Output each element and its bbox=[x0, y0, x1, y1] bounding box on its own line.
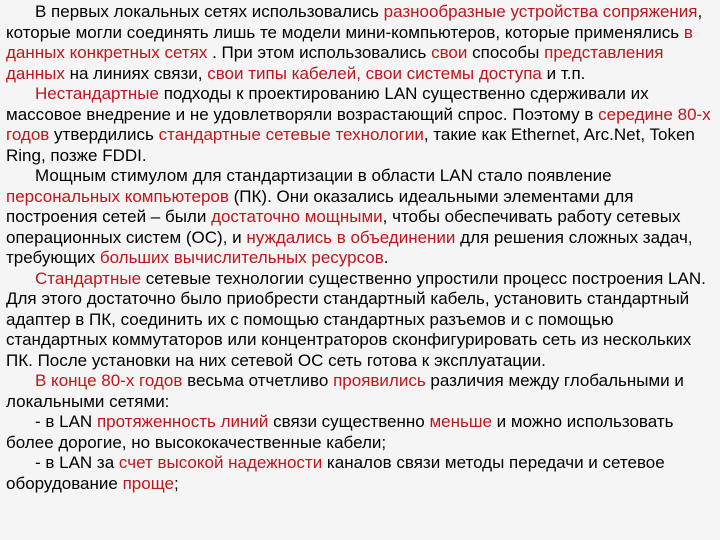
highlighted-term: проще bbox=[122, 473, 174, 493]
highlighted-term: свои bbox=[431, 43, 468, 62]
text-segment: сетевые технологии существенно упростили процесс построения LAN. Для этого достаточно было приобрести стандартный кабель, установить стандартный адаптер в ПК, соединить их с помощью стандартных разъемов и с помощью стандартных коммутаторов или концентраторов сконфигурировать сеть из нескольких ПК. После установки на них сетевой ОС сеть готова к эксплуатации. bbox=[6, 268, 706, 370]
paragraph-standard-technologies bbox=[6, 269, 714, 372]
text-segment: каналов связи методы передачи и сетевое оборудование bbox=[6, 453, 665, 493]
text-segment: . bbox=[383, 248, 389, 267]
highlighted-term: середине 80-х годов bbox=[6, 104, 711, 144]
text-segment: различия между глобальными и локальными сетями: bbox=[6, 371, 684, 411]
text-segment: В первых локальных сетях использовались bbox=[35, 2, 384, 21]
highlighted-term: свои типы кабелей, bbox=[207, 63, 361, 83]
text-segment: , чтобы обеспечивать работу сетевых операционных систем (ОС), и bbox=[6, 207, 681, 247]
highlighted-term: меньше bbox=[429, 412, 492, 431]
text-segment: на линиях связи, bbox=[64, 63, 208, 83]
text-segment: . При этом использовались bbox=[212, 43, 432, 62]
text-segment: , которые могли соединять лишь те модели мини-компьютеров, которые применялись bbox=[6, 2, 703, 42]
text-segment: ; bbox=[173, 473, 179, 493]
text-segment: подходы к проектированию LAN существенно сдерживали их массовое внедрение и не удовлетворяли возрастающий спрос. Поэтому в bbox=[6, 84, 649, 124]
list-item-line-length bbox=[6, 412, 714, 453]
highlighted-term: достаточно мощными bbox=[211, 207, 383, 226]
text-segment: способы bbox=[467, 43, 545, 62]
text-segment: для решения сложных задач, требующих bbox=[6, 227, 693, 267]
highlighted-term: свои системы доступа bbox=[365, 63, 542, 83]
text-segment: и можно использовать более дорогие, но высококачественные кабели; bbox=[6, 412, 674, 452]
text-segment: , такие как Ethernet, Arc.Net, Token Ring, позже FDDI. bbox=[6, 125, 695, 165]
highlighted-term: в данных конкретных сетях bbox=[6, 22, 693, 62]
text-segment: весьма отчетливо bbox=[182, 371, 334, 390]
highlighted-term: счет высокой надежности bbox=[118, 453, 323, 472]
highlighted-term: В конце 80-х годов bbox=[35, 371, 183, 390]
highlighted-term: персональных компьютеров bbox=[6, 186, 229, 206]
highlighted-term: проявились bbox=[333, 371, 426, 390]
paragraph-early-lan bbox=[6, 2, 714, 84]
highlighted-term: Нестандартные bbox=[35, 84, 159, 103]
paragraph-nonstandard-approaches bbox=[6, 84, 714, 166]
text-segment: связи существенно bbox=[268, 412, 430, 431]
highlighted-term: Стандартные bbox=[35, 268, 142, 288]
text-segment: - в LAN bbox=[35, 412, 97, 431]
text-segment: Мощным стимулом для стандартизации в области LAN стало появление bbox=[35, 166, 612, 185]
highlighted-term: стандартные сетевые технологии bbox=[158, 125, 424, 144]
text-segment: (ПК). Они оказались идеальными элементами для построения сетей – были bbox=[6, 186, 634, 226]
text-segment: и т.п. bbox=[541, 63, 586, 83]
text-segment: - в LAN за bbox=[35, 453, 119, 472]
highlighted-term: представления данных bbox=[6, 43, 664, 83]
paragraph-late-80s-differences bbox=[6, 371, 714, 412]
highlighted-term: нуждались в объединении bbox=[246, 227, 456, 247]
highlighted-term: разнообразные устройства сопряжения bbox=[383, 2, 698, 21]
highlighted-term: протяженность линий bbox=[96, 412, 269, 431]
paragraph-personal-computers bbox=[6, 166, 714, 269]
highlighted-term: больших вычислительных ресурсов bbox=[99, 248, 384, 267]
list-item-reliability bbox=[6, 453, 714, 494]
text-segment: утвердились bbox=[49, 125, 159, 144]
